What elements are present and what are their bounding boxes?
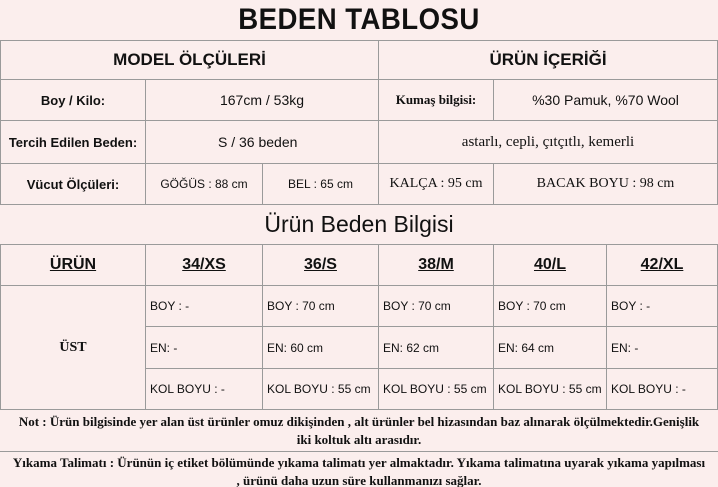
size-header: 38/M xyxy=(378,244,494,286)
hip-measure: KALÇA : 95 cm xyxy=(378,163,494,205)
length-cell: BOY : - xyxy=(606,285,718,327)
size-header: 42/XL xyxy=(606,244,718,286)
divider xyxy=(0,451,718,452)
height-weight-label: Boy / Kilo: xyxy=(0,79,146,121)
sleeve-cell: KOL BOYU : - xyxy=(145,368,263,410)
length-cell: BOY : 70 cm xyxy=(378,285,494,327)
page-title: BEDEN TABLOSU xyxy=(238,3,480,36)
content-header: ÜRÜN İÇERİĞİ xyxy=(378,40,718,80)
fabric-value: %30 Pamuk, %70 Wool xyxy=(493,79,718,121)
body-measurements-label: Vücut Ölçüleri: xyxy=(0,163,146,205)
width-cell: EN: 64 cm xyxy=(493,326,607,369)
width-cell: EN: 62 cm xyxy=(378,326,494,369)
measurement-note: Not : Ürün bilgisinde yer alan üst ürünler omuz dikişinden , alt ürünler bel hizasından baz alınarak ölçülmektedir.Genişlik iki koltuk altı arasıdır. xyxy=(18,414,700,447)
washing-instructions: Yıkama Talimatı : Ürünün iç etiket bölümünde yıkama talimatı yer almaktadır. Yıkama talimatına uyarak yıkama yapılması , ürünü daha uzun süre kullanmanızı sağlar. xyxy=(12,455,706,487)
length-cell: BOY : - xyxy=(145,285,263,327)
product-features: astarlı, cepli, çıtçıtlı, kemerli xyxy=(378,120,718,164)
width-cell: EN: - xyxy=(606,326,718,369)
size-header: 34/XS xyxy=(145,244,263,286)
product-name: ÜST xyxy=(0,285,146,410)
width-cell: EN: - xyxy=(145,326,263,369)
width-cell: EN: 60 cm xyxy=(262,326,379,369)
model-header: MODEL ÖLÇÜLERİ xyxy=(0,40,379,80)
sleeve-cell: KOL BOYU : 55 cm xyxy=(262,368,379,410)
sleeve-cell: KOL BOYU : - xyxy=(606,368,718,410)
fabric-label: Kumaş bilgisi: xyxy=(378,79,494,121)
inseam-measure: BACAK BOYU : 98 cm xyxy=(493,163,718,205)
sleeve-cell: KOL BOYU : 55 cm xyxy=(493,368,607,410)
waist-measure: BEL : 65 cm xyxy=(262,163,379,205)
length-cell: BOY : 70 cm xyxy=(262,285,379,327)
product-column-header: ÜRÜN xyxy=(0,244,146,286)
divider xyxy=(0,409,718,410)
size-header: 40/L xyxy=(493,244,607,286)
bust-measure: GÖĞÜS : 88 cm xyxy=(145,163,263,205)
size-section-title: Ürün Beden Bilgisi xyxy=(264,210,454,237)
preferred-size-label: Tercih Edilen Beden: xyxy=(0,120,146,164)
sleeve-cell: KOL BOYU : 55 cm xyxy=(378,368,494,410)
length-cell: BOY : 70 cm xyxy=(493,285,607,327)
size-header: 36/S xyxy=(262,244,379,286)
preferred-size-value: S / 36 beden xyxy=(145,120,379,164)
height-weight-value: 167cm / 53kg xyxy=(145,79,379,121)
